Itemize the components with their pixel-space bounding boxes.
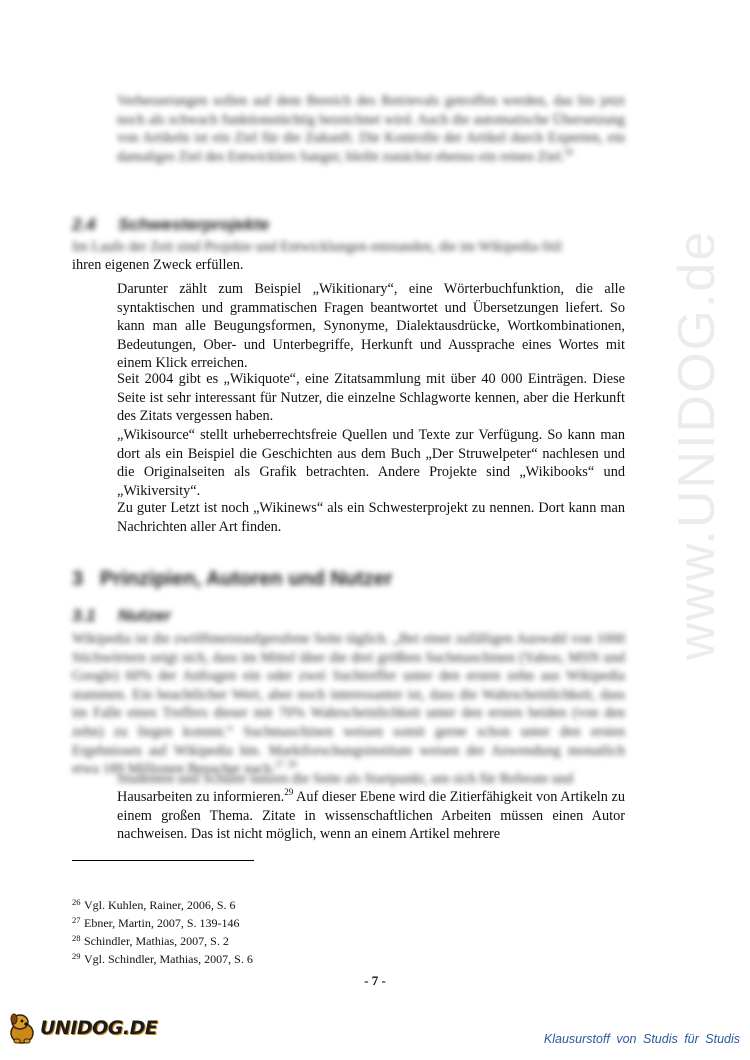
watermark-text: www.UNIDOG.de [668, 229, 726, 661]
unidog-logo [6, 1008, 157, 1048]
paragraph-wikisource: „Wikisource“ stellt urheberrechtsfreie Quellen und Texte zur Verfügung. So kann man dort als ein Beispiel die Geschichten aus dem Buch „Der Struwelpeter“ nachlesen und die Originalseiten als Grafik betrachten. Andere Projekte sind „Wikibooks“ und „Wikiversity“. [117, 427, 625, 499]
section-heading-3-1: 3.1 Nutzer [72, 606, 171, 625]
footnote: 26 Vgl. Kuhlen, Rainer, 2006, S. 6 [72, 897, 236, 912]
section-heading-2-4: 2.4 Schwesterprojekte [72, 215, 270, 234]
students-paragraph-blurred: Studenten und Schüler nutzen die Seite als Startpunkt, um sich für Referate und [117, 771, 574, 787]
footnote: 29 Vgl. Schindler, Mathias, 2007, S. 6 [72, 951, 253, 966]
dog-icon [6, 1011, 38, 1045]
tagline: Klausurstoff von Studis für Studis [543, 1032, 740, 1046]
intro-paragraph: Verbesserungen sollen auf dem Bereich des Retrievals getroffen werden, das bis jetzt noch als schwach funktionstüchtig bezeichnet wird. Auch die automatische Übersetzung von Artikeln ist ein Ziel für die Zukunft. Die Kontrolle der Artikel durch Experten, ein damaliges Ziel des Entwicklers Sanger, bleibt zunächst ebenso ein reines Ziel.$^{26}$ [117, 93, 625, 165]
paragraph-wikiquote: Seit 2004 gibt es „Wikiquote“, eine Zitatsammlung mit über 40 000 Einträgen. Diese Seite ist sehr interessant für Nutzer, die einzelne Schlagworte kennen, aber die Herkunft des Zitats vergessen haben. [117, 371, 625, 425]
footnotes-list [72, 893, 253, 965]
footnote: 28 Schindler, Mathias, 2007, S. 2 [72, 933, 229, 948]
footnote-divider [72, 860, 254, 861]
logo-text: UNIDOG.DE [40, 1017, 158, 1039]
projects-lead-blurred: Im Laufe der Zeit sind Projekte und Entwicklungen entstanden, die im Wikipedia-Stil [72, 239, 562, 255]
paragraph-wiktionary: Darunter zählt zum Beispiel „Wikitionary“, eine Wörterbuchfunktion, die alle syntaktischen und grammatischen Fragen beantwortet und Übersetzungen liefert. So kann man alle Beugungsformen, Synonyme, Dialektausdrücke, Wortkombinationen, Bedeutungen, Ober- und Unterbegriffe, Herkunft und Aussprache eines Wortes mit einem Klick erreichen. [117, 281, 625, 372]
students-paragraph: Hausarbeiten zu informieren.$^{29}$ Auf dieser Ebene wird die Zitierfähigkeit von Artikeln zu einem großen Thema. Zitate in wissenschaftlichen Arbeiten müssen einen Autor nachweisen. Das ist nicht möglich, wenn an einem Artikel mehrere [117, 787, 625, 843]
users-paragraph: Wikipedia ist die zwölftmeistaufgerufene Seite täglich. „Bei einer zufälligen Auswahl von 1000 Stichwörtern zeigt sich, dass im Mittel über die drei größten Suchmaschinen (Yahoo, MSN und Google) 60% der Anfragen ein oder zwei Suchtreffer unter den ersten zehn aus Wikipedia stammen. Ein beachtlicher Wert, aber noch interessanter ist, dass die Wahrscheinlichkeit, dass im Falle eines Treffers dieser mit 70% Wahrscheinlichkeit unter den ersten beiden (von den zehn) zu liegen kommt.“ Suchmaschinen weisen somit gerne schon unter den ersten Ergebnissen auf Wikipedia hin. Marktforschungsinstitute weisen der Anwendung monatlich etwa 189 Millionen Besucher nach.$^{27}$ $^{28}$ [72, 631, 625, 778]
section-heading-3: 3 Prinzipien, Autoren und Nutzer [72, 568, 393, 590]
footnote: 27 Ebner, Martin, 2007, S. 139-146 [72, 915, 240, 930]
page-number: - 7 - [364, 973, 386, 988]
projects-lead-visible: ihren eigenen Zweck erfüllen. [72, 257, 244, 273]
paragraph-wikinews: Zu guter Letzt ist noch „Wikinews“ als ein Schwesterprojekt zu nennen. Dort kann man Nachrichten aller Art finden. [117, 500, 625, 535]
